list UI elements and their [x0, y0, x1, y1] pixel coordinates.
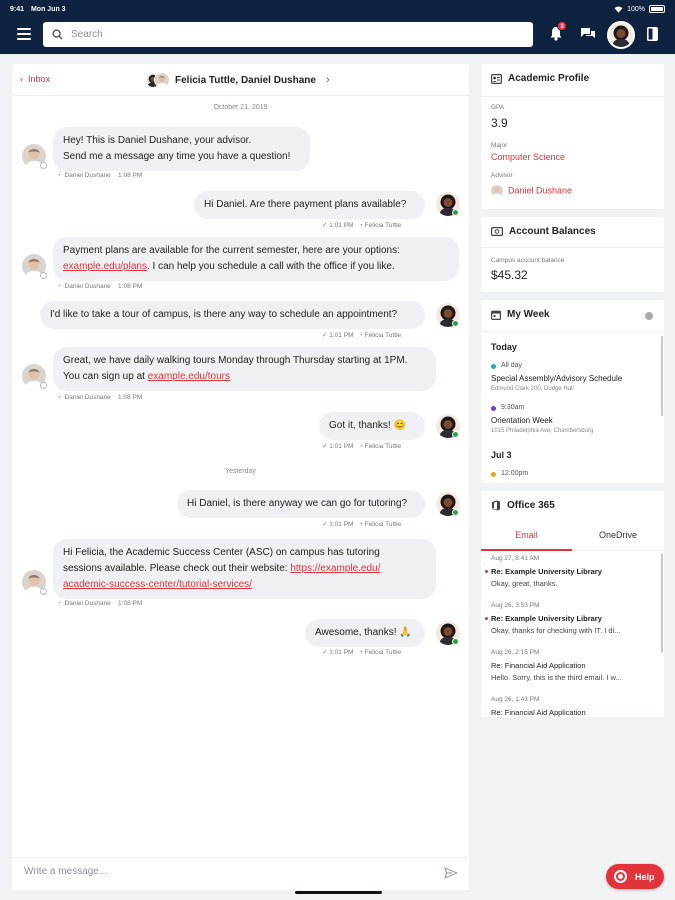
email-preview: Okay, great, thanks.	[491, 579, 558, 588]
plans-link[interactable]: example.edu/plans	[63, 261, 147, 272]
wifi-icon	[614, 6, 623, 13]
chevron-right-icon: ›	[325, 74, 330, 86]
compose-bar	[12, 857, 469, 890]
date-separator: Yesterday	[225, 468, 256, 475]
message-text: Hi Daniel, is there anyway we can go for tutoring?	[187, 498, 408, 509]
message-text: Hi Daniel. Are there payment plans available?	[204, 199, 407, 210]
academic-profile-card	[481, 64, 664, 209]
online-status-dot	[452, 431, 459, 438]
event-time: All day	[501, 362, 523, 369]
conversation-header	[12, 64, 469, 96]
panel-toggle-icon	[647, 27, 658, 41]
conversation-panel	[12, 64, 469, 890]
status-bar	[0, 0, 675, 18]
message-bubble	[53, 539, 436, 599]
message-meta: ◔ Daniel Dushane 1:08 PM	[57, 394, 143, 401]
email-date: Aug 26, 3:53 PM	[491, 602, 540, 609]
search-bar[interactable]	[43, 22, 533, 47]
message-meta: ◔ Daniel Dushane 1:08 PM	[57, 600, 143, 607]
email-subject[interactable]: Re: Financial Aid Application	[491, 661, 586, 670]
card-title: My Week	[507, 309, 550, 320]
message-text	[63, 577, 426, 593]
event-title[interactable]: Special Assembly/Advisory Schedule	[491, 374, 623, 383]
card-title: Academic Profile	[508, 73, 590, 84]
message-text: Send me a message any time you have a question!	[63, 151, 291, 162]
advisor-link[interactable]	[491, 185, 572, 197]
message-text: Awesome, thanks! 🙏	[315, 627, 412, 638]
online-status-dot	[452, 320, 459, 327]
date-separator: October 21, 2019	[213, 104, 268, 111]
gpa-label: GPA	[491, 104, 505, 111]
conversation-title[interactable]	[145, 71, 330, 89]
offline-status-dot	[40, 382, 47, 389]
chat-bubbles-icon	[580, 27, 596, 41]
message-bubble	[305, 619, 425, 647]
message-text: Hi Felicia, the Academic Success Center (ASC) on campus has tutoring	[63, 547, 380, 558]
battery-percent: 100%	[627, 5, 645, 13]
day-heading: Jul 3	[491, 450, 512, 460]
major-label: Major	[491, 142, 508, 149]
email-preview: Okay, thanks for checking with IT. I di...	[491, 626, 621, 635]
my-week-card	[481, 300, 664, 483]
message-bubble	[177, 490, 425, 518]
unread-indicator	[485, 570, 488, 573]
major-link[interactable]: Computer Science	[491, 152, 566, 162]
messages-button[interactable]	[580, 27, 596, 44]
balance-amount: $45.32	[491, 268, 528, 282]
divider	[481, 96, 664, 97]
inbox-label: Inbox	[28, 74, 51, 84]
menu-icon[interactable]	[17, 28, 31, 40]
back-to-inbox[interactable]: ‹ Inbox	[20, 74, 51, 84]
message-text: example.edu/plans. I can help you schedule a call with the office if you like.	[63, 261, 395, 272]
message-text: I'd like to take a tour of campus, is there any way to schedule an appointment?	[50, 309, 398, 320]
event-title[interactable]: Orientation Week	[491, 416, 553, 425]
notifications-button[interactable]	[549, 26, 563, 44]
event-dot	[491, 406, 496, 411]
account-balances-card	[481, 217, 664, 292]
message-bubble	[40, 301, 425, 329]
avatar	[154, 72, 170, 88]
tours-link[interactable]: example.edu/tours	[147, 371, 230, 382]
message-text: Payment plans are available for the current semester, here are your options:	[63, 245, 400, 256]
offline-status-dot	[40, 588, 47, 595]
message-text: You can sign up at example.edu/tours	[63, 371, 230, 382]
participant-names: Felicia Tuttle, Daniel Dushane	[175, 74, 316, 86]
profile-card-icon	[491, 74, 502, 84]
money-icon	[491, 227, 503, 236]
event-dot	[491, 472, 496, 477]
event-dot	[491, 364, 496, 369]
sidebar-toggle[interactable]	[647, 27, 658, 44]
calendar-icon	[491, 310, 501, 320]
email-preview: Hello. Sorry, this is the third email. I w...	[491, 673, 622, 682]
email-subject[interactable]: Re: Financial Aid Application	[491, 708, 586, 717]
help-label: Help	[635, 871, 655, 882]
online-status-dot	[452, 209, 459, 216]
balance-label: Campus account balance	[491, 257, 565, 264]
unread-indicator	[485, 617, 488, 620]
profile-photo	[609, 23, 633, 47]
scrollbar[interactable]	[661, 336, 663, 416]
gpa-value: 3.9	[491, 116, 508, 130]
participant-avatars	[145, 71, 173, 89]
account-balances-header	[491, 226, 596, 237]
email-subject[interactable]: Re: Example University Library	[491, 567, 602, 576]
event-location: 1015 Philadelphia Ave, Chambersburg	[491, 428, 594, 434]
help-lifebuoy-icon	[614, 870, 627, 883]
day-heading: Today	[491, 342, 517, 352]
divider	[481, 247, 664, 248]
tab-email[interactable]: Email	[481, 527, 572, 551]
send-icon[interactable]	[444, 867, 458, 879]
search-icon	[52, 29, 63, 40]
help-button[interactable]	[606, 864, 664, 889]
status-date: Mon Jun 3	[30, 5, 66, 13]
office365-header	[491, 500, 555, 511]
email-date: Aug 27, 8:41 AM	[491, 555, 540, 562]
message-text: sessions available. Please check out their website: https://example.edu/	[63, 563, 381, 574]
message-bubble	[53, 347, 436, 391]
message-meta: ✓ 1:01 PM ◔ Felicia Tuttle	[322, 332, 402, 339]
message-bubble	[53, 127, 310, 171]
card-title: Office 365	[507, 500, 555, 511]
offline-status-dot	[40, 162, 47, 169]
office-icon	[491, 500, 501, 511]
advisor-name: Daniel Dushane	[508, 185, 573, 196]
event-time: 12:00pm	[501, 470, 529, 477]
asc-link[interactable]: https://example.edu/	[290, 563, 381, 574]
top-nav-bar	[0, 18, 675, 54]
message-meta: ✓ 1:01 PM ◔ Felicia Tuttle	[322, 222, 402, 229]
message-meta: ◔ Daniel Dushane 1:08 PM	[57, 172, 143, 179]
event-location: Edmund Clark 200, Dodge Hall	[491, 386, 574, 392]
scrollbar[interactable]	[661, 553, 663, 653]
advisor-mini-avatar	[491, 185, 503, 197]
pray-emoji: 🙏	[399, 627, 412, 638]
email-date: Aug 26, 1:43 PM	[491, 696, 540, 703]
online-status-dot	[452, 638, 459, 645]
advisor-label: Advisor	[491, 172, 513, 179]
email-date: Aug 26, 2:15 PM	[491, 649, 540, 656]
event-time: 9:30am	[501, 404, 525, 411]
offline-status-dot	[40, 272, 47, 279]
my-week-header	[491, 309, 550, 320]
message-meta: ✓ 1:01 PM ◔ Felicia Tuttle	[322, 649, 402, 656]
search-input[interactable]	[71, 29, 511, 40]
settings-icon[interactable]	[645, 312, 653, 320]
tab-onedrive[interactable]: OneDrive	[572, 527, 664, 551]
email-subject[interactable]: Re: Example University Library	[491, 614, 602, 623]
user-avatar[interactable]	[607, 21, 635, 49]
academic-profile-header	[491, 73, 589, 84]
online-status-dot	[452, 509, 459, 516]
office365-card	[481, 491, 664, 717]
message-text: Great, we have daily walking tours Monday through Thursday starting at 1PM.	[63, 355, 408, 366]
home-indicator	[295, 891, 382, 894]
message-bubble	[319, 412, 425, 440]
message-input[interactable]	[24, 866, 424, 877]
message-meta: ✓ 1:01 PM ◔ Felicia Tuttle	[322, 443, 402, 450]
message-bubble	[194, 191, 425, 219]
message-text: Hey! This is Daniel Dushane, your advisor.	[63, 135, 252, 146]
asc-link-continued[interactable]: academic-success-center/tutorial-services/	[63, 579, 252, 590]
status-time: 9:41	[10, 5, 25, 13]
notification-count-badge: 3	[557, 21, 567, 31]
message-text: Got it, thanks! 😊	[329, 420, 406, 431]
card-title: Account Balances	[509, 226, 596, 237]
message-meta: ◔ Daniel Dushane 1:08 PM	[57, 283, 143, 290]
smile-emoji: 😊	[393, 420, 406, 431]
message-bubble	[53, 237, 459, 281]
divider	[481, 331, 664, 332]
battery-icon	[649, 5, 665, 13]
message-meta: ✓ 1:01 PM ◔ Felicia Tuttle	[322, 521, 402, 528]
